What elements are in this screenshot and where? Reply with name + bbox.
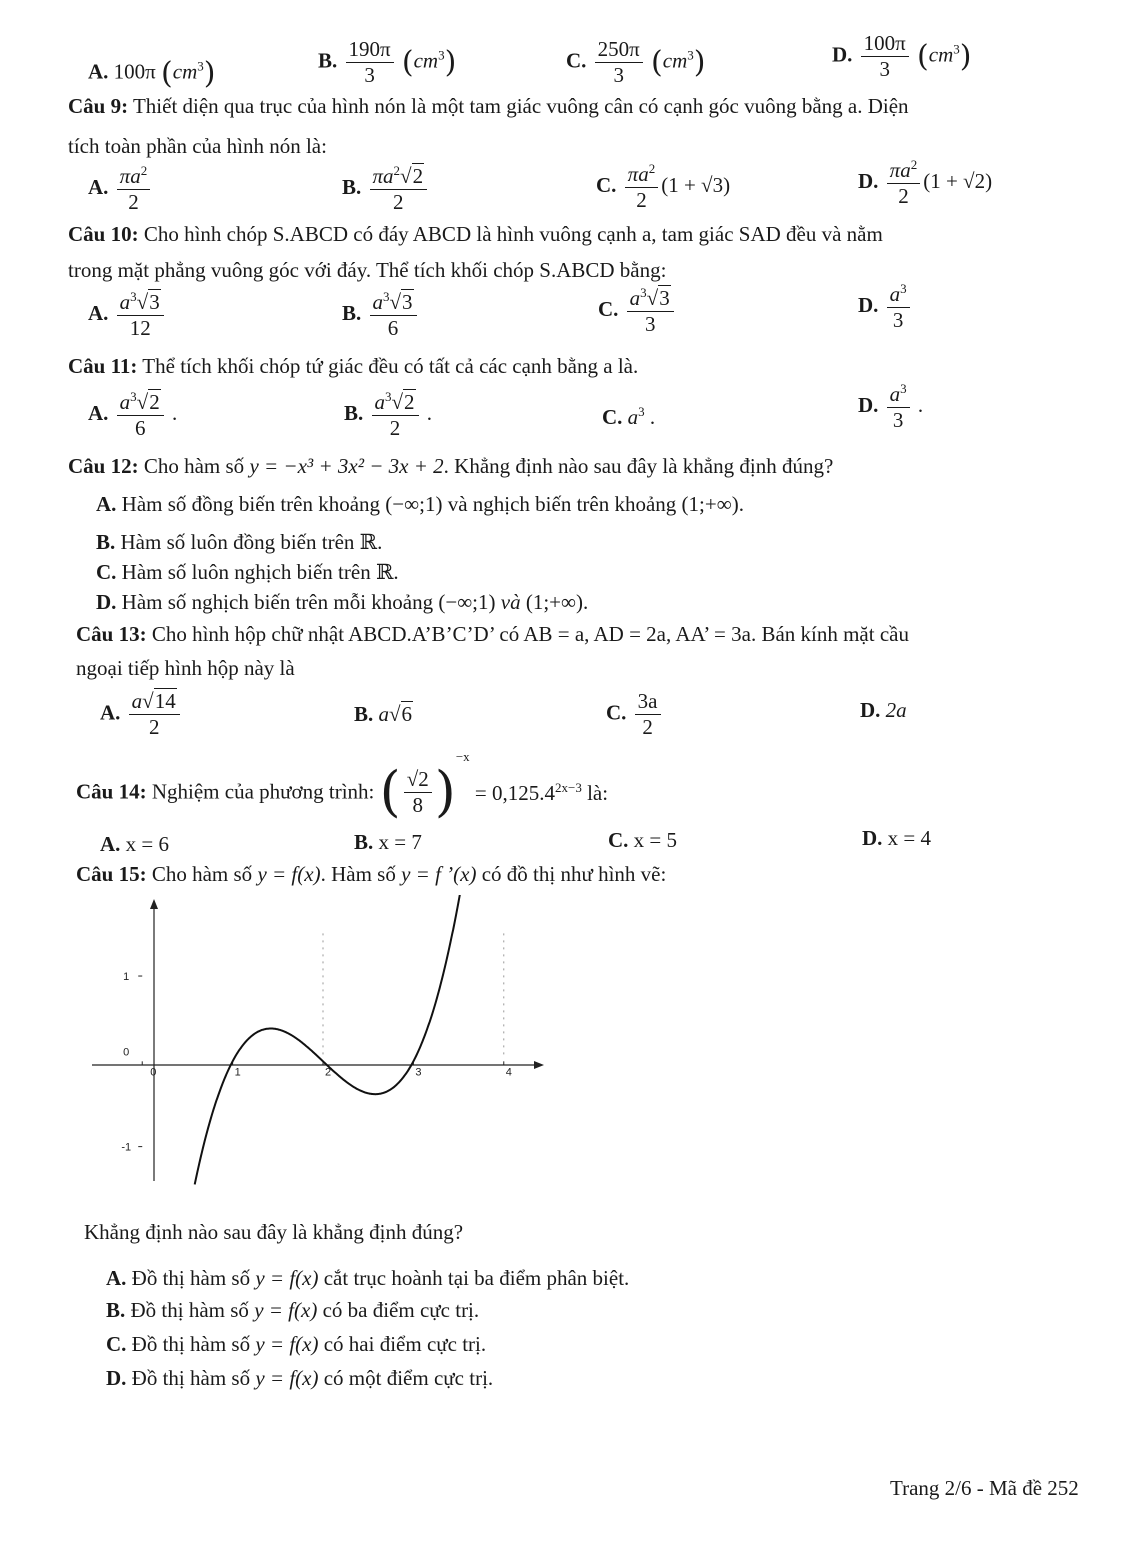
q8-option-d: D. $\frac{100\pi}{3}$ $(cm^3)$ bbox=[832, 31, 972, 82]
q9-option-d: D. $\frac{\pi a^2}{2}$ (1 + √2) bbox=[858, 157, 993, 209]
x-tick-label-4: 4 bbox=[505, 1066, 512, 1079]
y-tick-label-1: 1 bbox=[123, 971, 130, 984]
y-axis-arrow bbox=[150, 899, 158, 909]
q15-text: Câu 15: Cho hàm số y = f(x). Hàm số y = f ’(x) có đồ thị như hình vẽ: bbox=[76, 862, 667, 886]
q13-option-a: A. $\frac{a√14}{2}$ bbox=[100, 690, 183, 739]
q9-text-line2: tích toàn phần của hình nón là: bbox=[68, 134, 327, 158]
q12-option-a: A. Hàm số đồng biến trên khoảng (−∞;1) và nghịch biến trên khoảng (1;+∞). bbox=[96, 492, 744, 516]
q11-option-b: B. $\frac{a^3√2}{2}$ . bbox=[344, 389, 433, 441]
q13-text-line2: ngoại tiếp hình hộp này là bbox=[76, 656, 295, 680]
x-tick-label-2: 2 bbox=[325, 1066, 332, 1079]
q11-option-d: D. $\frac{a^3}{3}$ . bbox=[858, 381, 924, 433]
q12-text: Câu 12: Cho hàm số y = −x³ + 3x² − 3x + 2. Khẳng định nào sau đây là khẳng định đúng? bbox=[68, 454, 834, 478]
y-tick-label--1: -1 bbox=[121, 1141, 132, 1154]
q12-option-c: C. Hàm số luôn nghịch biến trên ℝ. bbox=[96, 560, 399, 584]
q14-option-a: A. x = 6 bbox=[100, 832, 170, 856]
q9-option-b: B. $\frac{\pi a^2√2}{2}$ bbox=[342, 164, 430, 214]
q8-b-fraction: $\frac{190\pi}{3}$ bbox=[346, 38, 394, 87]
x-axis-arrow bbox=[534, 1061, 544, 1069]
q14-text: Câu 14: Nghiệm của phương trình: ( $\frac{√2}{8}$ )$^{-x} = 0,125.4^{2x-3}$ là: bbox=[76, 749, 609, 824]
y-tick-label-0: 0 bbox=[123, 1046, 130, 1059]
page-footer: Trang 2/6 - Mã đề 252 bbox=[890, 1476, 1079, 1500]
q9-option-a: A. $\frac{\pi a^2}{2}$ bbox=[88, 164, 153, 214]
q10-option-a: A. $\frac{a^3√3}{12}$ bbox=[88, 290, 167, 340]
x-tick-label-1: 1 bbox=[234, 1066, 241, 1079]
q11-text-line1: Câu 11: Thể tích khối chóp tứ giác đều có tất cả các cạnh bằng a là. bbox=[68, 354, 639, 378]
q13-option-b: B. a√6 bbox=[354, 702, 413, 726]
q10-option-b: B. $\frac{a^3√3}{6}$ bbox=[342, 290, 420, 340]
x-tick-label-3: 3 bbox=[415, 1066, 422, 1079]
q12-option-b: B. Hàm số luôn đồng biến trên ℝ. bbox=[96, 530, 383, 554]
q13-text-line1: Câu 13: Cho hình hộp chữ nhật ABCD.A’B’C’D’ có AB = a, AD = 2a, AA’ = 3a. Bán kính mặt cầu bbox=[76, 622, 909, 646]
x-tick-label-0: 0 bbox=[150, 1066, 157, 1079]
q10-text-line1: Câu 10: Cho hình chóp S.ABCD có đáy ABCD là hình vuông cạnh a, tam giác SAD đều và nằm bbox=[68, 222, 883, 246]
q15-option-a: A. Đồ thị hàm số y = f(x) cắt trục hoành tại ba điểm phân biệt. bbox=[106, 1266, 630, 1290]
q8-d-fraction: $\frac{100\pi}{3}$ bbox=[861, 32, 909, 81]
grid-guides bbox=[323, 933, 504, 1057]
q11-option-a: A. $\frac{a^3√2}{6}$ . bbox=[88, 389, 178, 441]
q15-option-b: B. Đồ thị hàm số y = f(x) có ba điểm cực trị. bbox=[106, 1298, 480, 1322]
q8-option-c: C. $\frac{250\pi}{3}$ $(cm^3)$ bbox=[566, 37, 706, 88]
q8-option-a: A. 100π $(cm^3)$ bbox=[88, 56, 216, 91]
q10-option-c: C. $\frac{a^3√3}{3}$ bbox=[598, 286, 677, 336]
derivative-graph bbox=[88, 895, 558, 1185]
q14-option-d: D. x = 4 bbox=[862, 826, 932, 850]
q14-option-b: B. x = 7 bbox=[354, 830, 422, 854]
derivative-curve bbox=[195, 895, 467, 1184]
axis-ticks bbox=[138, 976, 504, 1147]
q13-option-d: D. 2a bbox=[860, 698, 907, 722]
q8-a-value: 100π bbox=[113, 59, 156, 84]
q11-option-c: C. $a^3$ . bbox=[602, 404, 656, 429]
q15-option-c: C. Đồ thị hàm số y = f(x) có hai điểm cực trị. bbox=[106, 1332, 487, 1356]
q10-option-d: D. $\frac{a^3}{3}$ bbox=[858, 282, 913, 332]
q9-option-c: C. $\frac{\pi a^2}{2}$ (1 + √3) bbox=[596, 161, 731, 213]
q8-c-fraction: $\frac{250\pi}{3}$ bbox=[595, 38, 643, 87]
q15-option-d: D. Đồ thị hàm số y = f(x) có một điểm cực trị. bbox=[106, 1366, 494, 1390]
q15-question: Khẳng định nào sau đây là khẳng định đúng? bbox=[84, 1220, 464, 1244]
q8-option-b: B. $\frac{190\pi}{3}$ $(cm^3)$ bbox=[318, 37, 457, 88]
q12-option-d: D. Hàm số nghịch biến trên mỗi khoảng (−∞;1) và (1;+∞). bbox=[96, 590, 589, 614]
q13-option-c: C. $\frac{3a}{2}$ bbox=[606, 690, 664, 739]
q9-text-line1: Câu 9: Thiết diện qua trục của hình nón là một tam giác vuông cân có cạnh góc vuông bằng a. Diện bbox=[68, 94, 909, 118]
q14-option-c: C. x = 5 bbox=[608, 828, 678, 852]
q10-text-line2: trong mặt phẳng vuông góc với đáy. Thể tích khối chóp S.ABCD bằng: bbox=[68, 258, 667, 282]
